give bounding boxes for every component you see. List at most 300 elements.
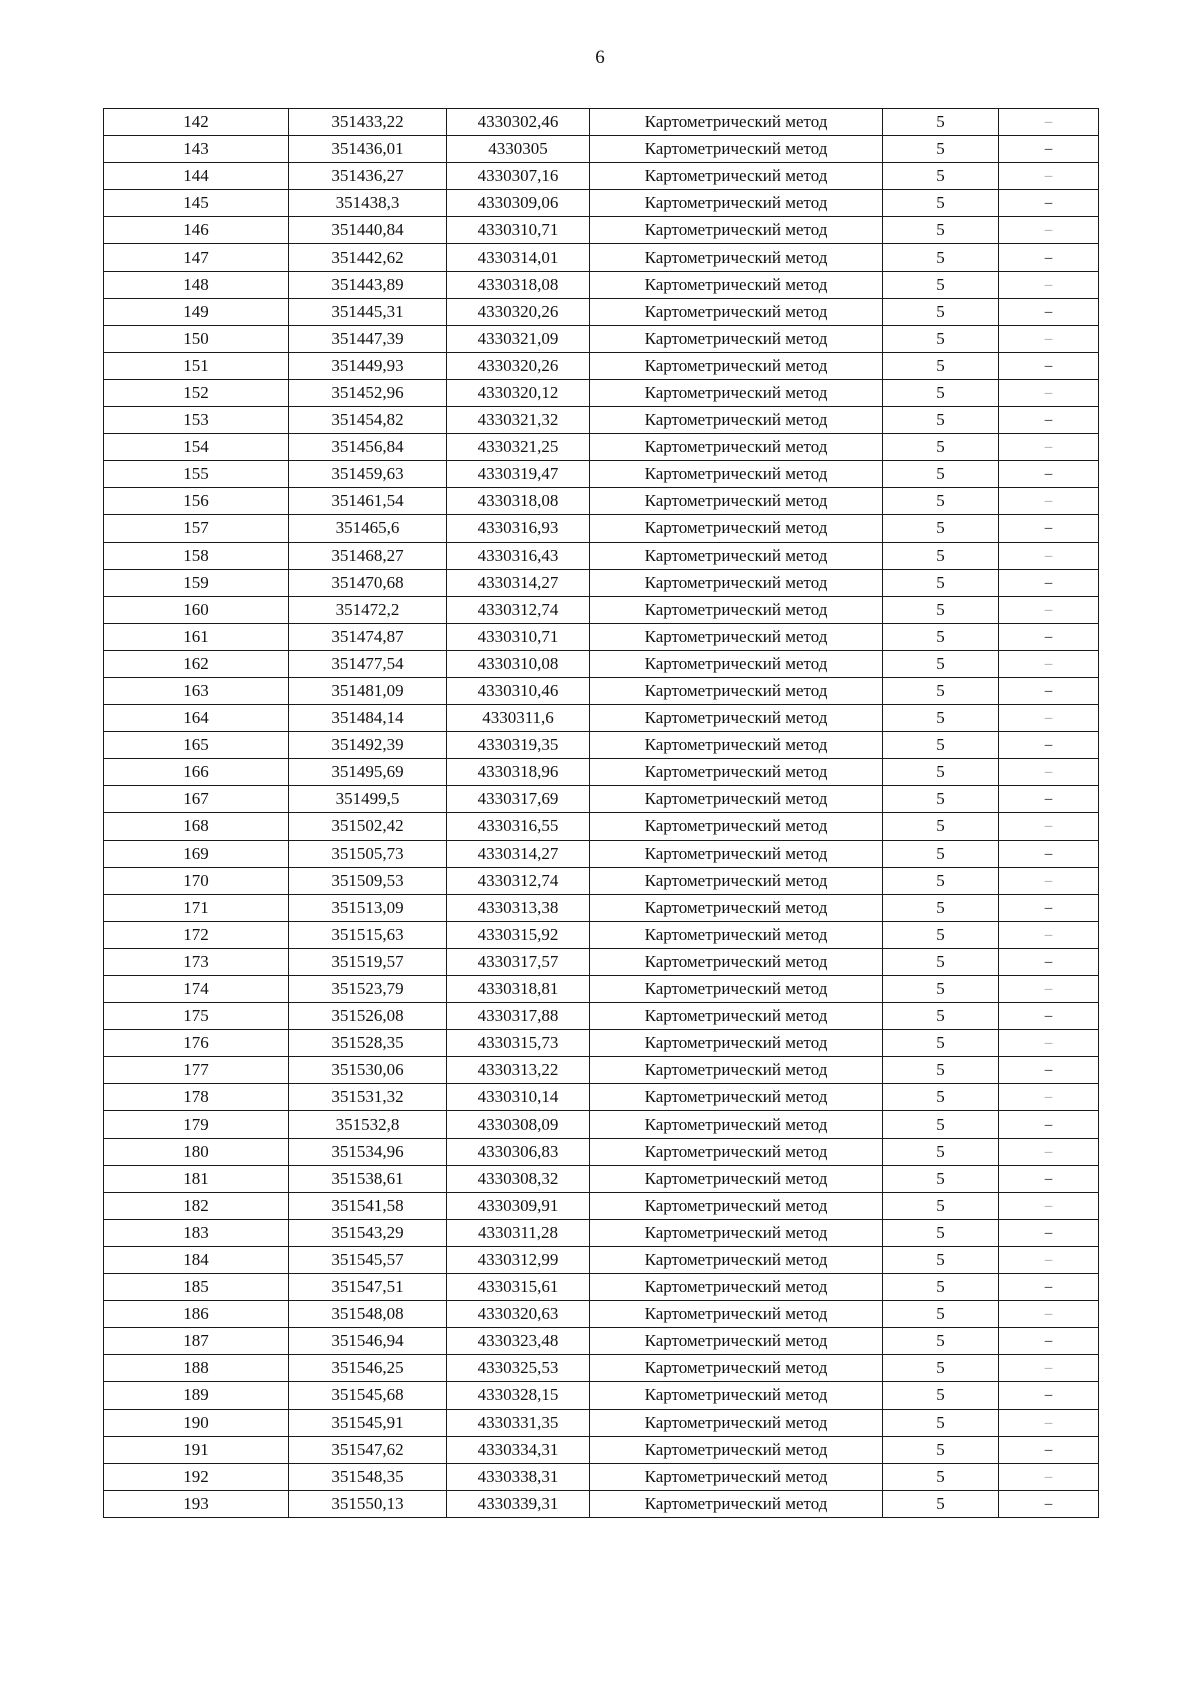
point-number-cell: 161: [104, 623, 289, 650]
x-coordinate-cell: 351519,57: [289, 948, 447, 975]
method-cell: Картометрический метод: [590, 732, 883, 759]
method-cell: Картометрический метод: [590, 1409, 883, 1436]
method-cell: Картометрический метод: [590, 813, 883, 840]
x-coordinate-cell: 351545,91: [289, 1409, 447, 1436]
table-row: [104, 1192, 1099, 1219]
table-row: [104, 1057, 1099, 1084]
table-row: [104, 1382, 1099, 1409]
y-coordinate-cell: 4330310,14: [447, 1084, 590, 1111]
method-cell: Картометрический метод: [590, 434, 883, 461]
method-cell: Картометрический метод: [590, 759, 883, 786]
accuracy-cell: 5: [883, 1355, 999, 1382]
accuracy-cell: 5: [883, 596, 999, 623]
y-coordinate-cell: 4330311,6: [447, 705, 590, 732]
accuracy-cell: 5: [883, 190, 999, 217]
y-coordinate-cell: 4330310,71: [447, 217, 590, 244]
method-cell: Картометрический метод: [590, 948, 883, 975]
x-coordinate-cell: 351534,96: [289, 1138, 447, 1165]
point-number-cell: 181: [104, 1165, 289, 1192]
accuracy-cell: 5: [883, 1328, 999, 1355]
note-cell: –: [999, 1057, 1099, 1084]
note-cell: –: [999, 1355, 1099, 1382]
x-coordinate-cell: 351461,54: [289, 488, 447, 515]
method-cell: Картометрический метод: [590, 461, 883, 488]
x-coordinate-cell: 351538,61: [289, 1165, 447, 1192]
y-coordinate-cell: 4330320,12: [447, 379, 590, 406]
x-coordinate-cell: 351468,27: [289, 542, 447, 569]
point-number-cell: 177: [104, 1057, 289, 1084]
accuracy-cell: 5: [883, 1003, 999, 1030]
table-row: [104, 244, 1099, 271]
method-cell: Картометрический метод: [590, 840, 883, 867]
accuracy-cell: 5: [883, 1030, 999, 1057]
table-row: [104, 894, 1099, 921]
accuracy-cell: 5: [883, 488, 999, 515]
x-coordinate-cell: 351546,94: [289, 1328, 447, 1355]
table-row: [104, 352, 1099, 379]
point-number-cell: 171: [104, 894, 289, 921]
note-cell: –: [999, 136, 1099, 163]
point-number-cell: 142: [104, 109, 289, 136]
point-number-cell: 165: [104, 732, 289, 759]
table-row: [104, 569, 1099, 596]
point-number-cell: 175: [104, 1003, 289, 1030]
x-coordinate-cell: 351452,96: [289, 379, 447, 406]
table-row: [104, 1165, 1099, 1192]
method-cell: Картометрический метод: [590, 190, 883, 217]
method-cell: Картометрический метод: [590, 1192, 883, 1219]
method-cell: Картометрический метод: [590, 488, 883, 515]
method-cell: Картометрический метод: [590, 325, 883, 352]
accuracy-cell: 5: [883, 1274, 999, 1301]
note-cell: –: [999, 1084, 1099, 1111]
note-cell: –: [999, 1409, 1099, 1436]
point-number-cell: 190: [104, 1409, 289, 1436]
y-coordinate-cell: 4330328,15: [447, 1382, 590, 1409]
x-coordinate-cell: 351456,84: [289, 434, 447, 461]
accuracy-cell: 5: [883, 1246, 999, 1273]
x-coordinate-cell: 351548,08: [289, 1301, 447, 1328]
accuracy-cell: 5: [883, 732, 999, 759]
y-coordinate-cell: 4330315,61: [447, 1274, 590, 1301]
accuracy-cell: 5: [883, 271, 999, 298]
note-cell: –: [999, 1274, 1099, 1301]
method-cell: Картометрический метод: [590, 109, 883, 136]
y-coordinate-cell: 4330321,09: [447, 325, 590, 352]
table-row: [104, 217, 1099, 244]
table-row: [104, 921, 1099, 948]
note-cell: –: [999, 976, 1099, 1003]
x-coordinate-cell: 351495,69: [289, 759, 447, 786]
table-row: [104, 1138, 1099, 1165]
table-row: [104, 298, 1099, 325]
note-cell: –: [999, 163, 1099, 190]
method-cell: Картометрический метод: [590, 217, 883, 244]
point-number-cell: 182: [104, 1192, 289, 1219]
x-coordinate-cell: 351436,27: [289, 163, 447, 190]
table-row: [104, 976, 1099, 1003]
point-number-cell: 178: [104, 1084, 289, 1111]
table-row: [104, 1328, 1099, 1355]
point-number-cell: 160: [104, 596, 289, 623]
point-number-cell: 151: [104, 352, 289, 379]
method-cell: Картометрический метод: [590, 1030, 883, 1057]
x-coordinate-cell: 351442,62: [289, 244, 447, 271]
y-coordinate-cell: 4330302,46: [447, 109, 590, 136]
point-number-cell: 184: [104, 1246, 289, 1273]
y-coordinate-cell: 4330323,48: [447, 1328, 590, 1355]
point-number-cell: 170: [104, 867, 289, 894]
point-number-cell: 172: [104, 921, 289, 948]
point-number-cell: 179: [104, 1111, 289, 1138]
y-coordinate-cell: 4330314,01: [447, 244, 590, 271]
accuracy-cell: 5: [883, 1301, 999, 1328]
note-cell: –: [999, 1301, 1099, 1328]
accuracy-cell: 5: [883, 1382, 999, 1409]
y-coordinate-cell: 4330320,26: [447, 298, 590, 325]
note-cell: –: [999, 650, 1099, 677]
table-row: [104, 325, 1099, 352]
x-coordinate-cell: 351530,06: [289, 1057, 447, 1084]
x-coordinate-cell: 351470,68: [289, 569, 447, 596]
accuracy-cell: 5: [883, 298, 999, 325]
x-coordinate-cell: 351465,6: [289, 515, 447, 542]
note-cell: –: [999, 325, 1099, 352]
method-cell: Картометрический метод: [590, 1382, 883, 1409]
method-cell: Картометрический метод: [590, 515, 883, 542]
point-number-cell: 155: [104, 461, 289, 488]
y-coordinate-cell: 4330308,32: [447, 1165, 590, 1192]
x-coordinate-cell: 351528,35: [289, 1030, 447, 1057]
point-number-cell: 191: [104, 1436, 289, 1463]
table-row: [104, 407, 1099, 434]
note-cell: –: [999, 1382, 1099, 1409]
point-number-cell: 162: [104, 650, 289, 677]
y-coordinate-cell: 4330307,16: [447, 163, 590, 190]
note-cell: –: [999, 759, 1099, 786]
accuracy-cell: 5: [883, 1463, 999, 1490]
y-coordinate-cell: 4330331,35: [447, 1409, 590, 1436]
y-coordinate-cell: 4330339,31: [447, 1490, 590, 1517]
accuracy-cell: 5: [883, 623, 999, 650]
y-coordinate-cell: 4330312,74: [447, 867, 590, 894]
method-cell: Картометрический метод: [590, 650, 883, 677]
accuracy-cell: 5: [883, 569, 999, 596]
point-number-cell: 173: [104, 948, 289, 975]
x-coordinate-cell: 351459,63: [289, 461, 447, 488]
y-coordinate-cell: 4330321,32: [447, 407, 590, 434]
accuracy-cell: 5: [883, 759, 999, 786]
table-row: [104, 1111, 1099, 1138]
method-cell: Картометрический метод: [590, 677, 883, 704]
method-cell: Картометрический метод: [590, 1436, 883, 1463]
table-row: [104, 705, 1099, 732]
method-cell: Картометрический метод: [590, 596, 883, 623]
note-cell: –: [999, 1463, 1099, 1490]
y-coordinate-cell: 4330314,27: [447, 569, 590, 596]
x-coordinate-cell: 351492,39: [289, 732, 447, 759]
point-number-cell: 164: [104, 705, 289, 732]
y-coordinate-cell: 4330309,91: [447, 1192, 590, 1219]
method-cell: Картометрический метод: [590, 1246, 883, 1273]
accuracy-cell: 5: [883, 1490, 999, 1517]
x-coordinate-cell: 351545,68: [289, 1382, 447, 1409]
note-cell: –: [999, 786, 1099, 813]
table-row: [104, 1030, 1099, 1057]
method-cell: Картометрический метод: [590, 1057, 883, 1084]
x-coordinate-cell: 351531,32: [289, 1084, 447, 1111]
y-coordinate-cell: 4330315,73: [447, 1030, 590, 1057]
point-number-cell: 187: [104, 1328, 289, 1355]
x-coordinate-cell: 351436,01: [289, 136, 447, 163]
y-coordinate-cell: 4330338,31: [447, 1463, 590, 1490]
table-row: [104, 786, 1099, 813]
note-cell: –: [999, 1111, 1099, 1138]
accuracy-cell: 5: [883, 677, 999, 704]
point-number-cell: 146: [104, 217, 289, 244]
point-number-cell: 150: [104, 325, 289, 352]
note-cell: –: [999, 921, 1099, 948]
y-coordinate-cell: 4330316,43: [447, 542, 590, 569]
note-cell: –: [999, 488, 1099, 515]
point-number-cell: 152: [104, 379, 289, 406]
method-cell: Картометрический метод: [590, 1003, 883, 1030]
point-number-cell: 157: [104, 515, 289, 542]
y-coordinate-cell: 4330319,47: [447, 461, 590, 488]
note-cell: –: [999, 244, 1099, 271]
point-number-cell: 149: [104, 298, 289, 325]
point-number-cell: 193: [104, 1490, 289, 1517]
note-cell: –: [999, 379, 1099, 406]
accuracy-cell: 5: [883, 136, 999, 163]
method-cell: Картометрический метод: [590, 705, 883, 732]
point-number-cell: 176: [104, 1030, 289, 1057]
x-coordinate-cell: 351499,5: [289, 786, 447, 813]
accuracy-cell: 5: [883, 1219, 999, 1246]
x-coordinate-cell: 351515,63: [289, 921, 447, 948]
accuracy-cell: 5: [883, 840, 999, 867]
x-coordinate-cell: 351438,3: [289, 190, 447, 217]
accuracy-cell: 5: [883, 921, 999, 948]
x-coordinate-cell: 351449,93: [289, 352, 447, 379]
coordinates-table-body: [104, 109, 1099, 1518]
accuracy-cell: 5: [883, 1192, 999, 1219]
y-coordinate-cell: 4330318,08: [447, 488, 590, 515]
method-cell: Картометрический метод: [590, 163, 883, 190]
method-cell: Картометрический метод: [590, 786, 883, 813]
x-coordinate-cell: 351550,13: [289, 1490, 447, 1517]
table-row: [104, 136, 1099, 163]
y-coordinate-cell: 4330317,69: [447, 786, 590, 813]
table-row: [104, 623, 1099, 650]
page-number: 6: [595, 47, 605, 68]
point-number-cell: 185: [104, 1274, 289, 1301]
y-coordinate-cell: 4330309,06: [447, 190, 590, 217]
x-coordinate-cell: 351546,25: [289, 1355, 447, 1382]
method-cell: Картометрический метод: [590, 1301, 883, 1328]
y-coordinate-cell: 4330317,88: [447, 1003, 590, 1030]
x-coordinate-cell: 351526,08: [289, 1003, 447, 1030]
y-coordinate-cell: 4330312,74: [447, 596, 590, 623]
point-number-cell: 180: [104, 1138, 289, 1165]
method-cell: Картометрический метод: [590, 1219, 883, 1246]
method-cell: Картометрический метод: [590, 1138, 883, 1165]
note-cell: –: [999, 732, 1099, 759]
table-row: [104, 1490, 1099, 1517]
accuracy-cell: 5: [883, 325, 999, 352]
accuracy-cell: 5: [883, 379, 999, 406]
x-coordinate-cell: 351454,82: [289, 407, 447, 434]
y-coordinate-cell: 4330311,28: [447, 1219, 590, 1246]
x-coordinate-cell: 351545,57: [289, 1246, 447, 1273]
y-coordinate-cell: 4330313,22: [447, 1057, 590, 1084]
table-row: [104, 948, 1099, 975]
table-row: [104, 1463, 1099, 1490]
note-cell: –: [999, 569, 1099, 596]
method-cell: Картометрический метод: [590, 894, 883, 921]
method-cell: Картометрический метод: [590, 1328, 883, 1355]
note-cell: –: [999, 515, 1099, 542]
table-row: [104, 461, 1099, 488]
table-row: [104, 732, 1099, 759]
x-coordinate-cell: 351484,14: [289, 705, 447, 732]
y-coordinate-cell: 4330316,55: [447, 813, 590, 840]
method-cell: Картометрический метод: [590, 1463, 883, 1490]
accuracy-cell: 5: [883, 407, 999, 434]
table-row: [104, 867, 1099, 894]
note-cell: –: [999, 542, 1099, 569]
accuracy-cell: 5: [883, 1409, 999, 1436]
x-coordinate-cell: 351443,89: [289, 271, 447, 298]
accuracy-cell: 5: [883, 217, 999, 244]
x-coordinate-cell: 351502,42: [289, 813, 447, 840]
table-row: [104, 1003, 1099, 1030]
accuracy-cell: 5: [883, 867, 999, 894]
x-coordinate-cell: 351523,79: [289, 976, 447, 1003]
table-row: [104, 759, 1099, 786]
method-cell: Картометрический метод: [590, 976, 883, 1003]
note-cell: –: [999, 298, 1099, 325]
x-coordinate-cell: 351481,09: [289, 677, 447, 704]
method-cell: Картометрический метод: [590, 271, 883, 298]
x-coordinate-cell: 351445,31: [289, 298, 447, 325]
point-number-cell: 189: [104, 1382, 289, 1409]
y-coordinate-cell: 4330314,27: [447, 840, 590, 867]
note-cell: –: [999, 813, 1099, 840]
x-coordinate-cell: 351474,87: [289, 623, 447, 650]
point-number-cell: 154: [104, 434, 289, 461]
coordinates-table: [103, 108, 1099, 1518]
note-cell: –: [999, 1192, 1099, 1219]
accuracy-cell: 5: [883, 515, 999, 542]
note-cell: –: [999, 1490, 1099, 1517]
table-row: [104, 1301, 1099, 1328]
table-row: [104, 271, 1099, 298]
x-coordinate-cell: 351433,22: [289, 109, 447, 136]
point-number-cell: 143: [104, 136, 289, 163]
y-coordinate-cell: 4330306,83: [447, 1138, 590, 1165]
point-number-cell: 148: [104, 271, 289, 298]
note-cell: –: [999, 705, 1099, 732]
table-row: [104, 190, 1099, 217]
method-cell: Картометрический метод: [590, 136, 883, 163]
method-cell: Картометрический метод: [590, 1274, 883, 1301]
y-coordinate-cell: 4330315,92: [447, 921, 590, 948]
note-cell: –: [999, 434, 1099, 461]
accuracy-cell: 5: [883, 705, 999, 732]
accuracy-cell: 5: [883, 434, 999, 461]
table-row: [104, 1084, 1099, 1111]
accuracy-cell: 5: [883, 109, 999, 136]
note-cell: –: [999, 1138, 1099, 1165]
accuracy-cell: 5: [883, 1165, 999, 1192]
method-cell: Картометрический метод: [590, 542, 883, 569]
table-row: [104, 813, 1099, 840]
point-number-cell: 145: [104, 190, 289, 217]
table-row: [104, 488, 1099, 515]
method-cell: Картометрический метод: [590, 407, 883, 434]
y-coordinate-cell: 4330320,63: [447, 1301, 590, 1328]
point-number-cell: 153: [104, 407, 289, 434]
point-number-cell: 144: [104, 163, 289, 190]
y-coordinate-cell: 4330319,35: [447, 732, 590, 759]
point-number-cell: 166: [104, 759, 289, 786]
x-coordinate-cell: 351543,29: [289, 1219, 447, 1246]
accuracy-cell: 5: [883, 244, 999, 271]
table-row: [104, 109, 1099, 136]
note-cell: –: [999, 596, 1099, 623]
y-coordinate-cell: 4330334,31: [447, 1436, 590, 1463]
table-row: [104, 596, 1099, 623]
table-row: [104, 434, 1099, 461]
table-row: [104, 1219, 1099, 1246]
x-coordinate-cell: 351548,35: [289, 1463, 447, 1490]
note-cell: –: [999, 1003, 1099, 1030]
accuracy-cell: 5: [883, 1111, 999, 1138]
x-coordinate-cell: 351447,39: [289, 325, 447, 352]
accuracy-cell: 5: [883, 163, 999, 190]
table-row: [104, 163, 1099, 190]
note-cell: –: [999, 407, 1099, 434]
point-number-cell: 192: [104, 1463, 289, 1490]
accuracy-cell: 5: [883, 1057, 999, 1084]
point-number-cell: 188: [104, 1355, 289, 1382]
note-cell: –: [999, 461, 1099, 488]
method-cell: Картометрический метод: [590, 1490, 883, 1517]
note-cell: –: [999, 677, 1099, 704]
note-cell: –: [999, 1030, 1099, 1057]
point-number-cell: 158: [104, 542, 289, 569]
point-number-cell: 183: [104, 1219, 289, 1246]
table-row: [104, 515, 1099, 542]
y-coordinate-cell: 4330321,25: [447, 434, 590, 461]
note-cell: –: [999, 867, 1099, 894]
point-number-cell: 156: [104, 488, 289, 515]
x-coordinate-cell: 351547,51: [289, 1274, 447, 1301]
y-coordinate-cell: 4330325,53: [447, 1355, 590, 1382]
table-row: [104, 677, 1099, 704]
accuracy-cell: 5: [883, 352, 999, 379]
table-row: [104, 650, 1099, 677]
method-cell: Картометрический метод: [590, 1165, 883, 1192]
x-coordinate-cell: 351505,73: [289, 840, 447, 867]
method-cell: Картометрический метод: [590, 867, 883, 894]
x-coordinate-cell: 351547,62: [289, 1436, 447, 1463]
y-coordinate-cell: 4330318,96: [447, 759, 590, 786]
method-cell: Картометрический метод: [590, 1355, 883, 1382]
accuracy-cell: 5: [883, 650, 999, 677]
y-coordinate-cell: 4330317,57: [447, 948, 590, 975]
